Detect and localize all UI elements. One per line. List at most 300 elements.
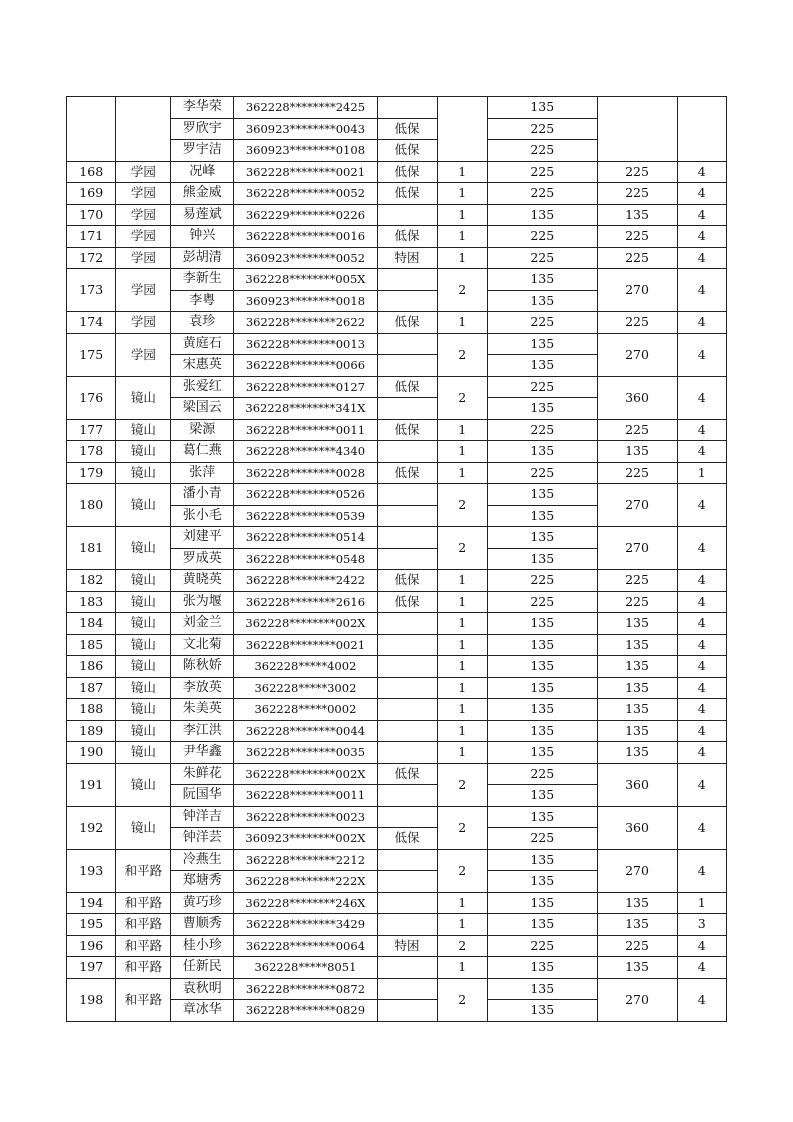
table-row bbox=[67, 957, 727, 979]
member-amount-cell: 135 bbox=[488, 677, 597, 699]
id-number-cell: 362229********0226 bbox=[234, 204, 377, 226]
member-amount-cell: 225 bbox=[488, 226, 597, 248]
household-count-cell: 2 bbox=[437, 978, 488, 1021]
months-cell: 4 bbox=[677, 849, 727, 892]
category-cell bbox=[377, 527, 437, 549]
category-cell bbox=[377, 484, 437, 506]
months-cell: 4 bbox=[677, 613, 727, 635]
serial-number-cell: 177 bbox=[67, 419, 116, 441]
id-number-cell: 362228********005X bbox=[234, 269, 377, 291]
months-cell: 4 bbox=[677, 806, 727, 849]
member-amount-cell: 225 bbox=[488, 312, 597, 334]
member-name-cell: 钟兴 bbox=[171, 226, 234, 248]
household-total-cell: 135 bbox=[597, 914, 677, 936]
table-row bbox=[67, 161, 727, 183]
category-cell bbox=[377, 548, 437, 570]
table-row bbox=[67, 634, 727, 656]
category-cell bbox=[377, 656, 437, 678]
household-count-cell: 1 bbox=[437, 441, 488, 463]
category-cell: 低保 bbox=[377, 312, 437, 334]
household-count-cell: 1 bbox=[437, 204, 488, 226]
id-number-cell: 362228********0021 bbox=[234, 161, 377, 183]
serial-number-cell: 175 bbox=[67, 333, 116, 376]
category-cell: 低保 bbox=[377, 591, 437, 613]
household-total-cell: 270 bbox=[597, 527, 677, 570]
category-cell: 特困 bbox=[377, 247, 437, 269]
category-cell bbox=[377, 849, 437, 871]
member-name-cell: 朱美英 bbox=[171, 699, 234, 721]
months-cell: 4 bbox=[677, 204, 727, 226]
serial-number-cell: 172 bbox=[67, 247, 116, 269]
months-cell: 4 bbox=[677, 441, 727, 463]
community-cell: 学园 bbox=[116, 247, 171, 269]
category-cell bbox=[377, 204, 437, 226]
member-amount-cell: 135 bbox=[488, 505, 597, 527]
member-amount-cell: 225 bbox=[488, 247, 597, 269]
category-cell bbox=[377, 333, 437, 355]
months-cell: 4 bbox=[677, 720, 727, 742]
serial-number-cell: 190 bbox=[67, 742, 116, 764]
months-cell: 4 bbox=[677, 183, 727, 205]
household-count-cell: 2 bbox=[437, 333, 488, 376]
table-row bbox=[67, 849, 727, 871]
id-number-cell: 360923********0108 bbox=[234, 140, 377, 162]
serial-number-cell: 171 bbox=[67, 226, 116, 248]
id-number-cell: 360923********0018 bbox=[234, 290, 377, 312]
id-number-cell: 362228********0052 bbox=[234, 183, 377, 205]
household-total-cell: 135 bbox=[597, 677, 677, 699]
member-amount-cell: 225 bbox=[488, 376, 597, 398]
member-amount-cell: 135 bbox=[488, 548, 597, 570]
household-total-cell: 360 bbox=[597, 763, 677, 806]
community-cell: 镜山 bbox=[116, 441, 171, 463]
serial-number-cell: 196 bbox=[67, 935, 116, 957]
category-cell bbox=[377, 441, 437, 463]
months-cell: 1 bbox=[677, 892, 727, 914]
community-cell: 镜山 bbox=[116, 419, 171, 441]
relief-roster-table bbox=[66, 96, 727, 1022]
household-count-cell: 2 bbox=[437, 763, 488, 806]
serial-number-cell: 186 bbox=[67, 656, 116, 678]
category-cell bbox=[377, 914, 437, 936]
serial-number-cell: 189 bbox=[67, 720, 116, 742]
id-number-cell: 362228********0021 bbox=[234, 634, 377, 656]
household-total-cell: 270 bbox=[597, 978, 677, 1021]
id-number-cell: 362228********0872 bbox=[234, 978, 377, 1000]
id-number-cell: 362228********002X bbox=[234, 763, 377, 785]
member-amount-cell: 135 bbox=[488, 914, 597, 936]
table-row bbox=[67, 333, 727, 355]
community-cell: 和平路 bbox=[116, 957, 171, 979]
household-count-cell: 1 bbox=[437, 419, 488, 441]
months-cell: 4 bbox=[677, 935, 727, 957]
table-row bbox=[67, 591, 727, 613]
household-count-cell: 1 bbox=[437, 699, 488, 721]
serial-number-cell: 195 bbox=[67, 914, 116, 936]
category-cell: 低保 bbox=[377, 183, 437, 205]
household-count-cell: 1 bbox=[437, 914, 488, 936]
months-cell: 4 bbox=[677, 978, 727, 1021]
table-row bbox=[67, 97, 727, 119]
member-name-cell: 熊金威 bbox=[171, 183, 234, 205]
serial-number-cell: 176 bbox=[67, 376, 116, 419]
serial-number-cell: 181 bbox=[67, 527, 116, 570]
serial-number-cell: 178 bbox=[67, 441, 116, 463]
category-cell bbox=[377, 806, 437, 828]
member-name-cell: 李粤 bbox=[171, 290, 234, 312]
months-cell: 1 bbox=[677, 462, 727, 484]
member-amount-cell: 135 bbox=[488, 355, 597, 377]
table-row bbox=[67, 247, 727, 269]
table-row bbox=[67, 226, 727, 248]
member-name-cell: 李放英 bbox=[171, 677, 234, 699]
member-amount-cell: 135 bbox=[488, 613, 597, 635]
community-cell: 镜山 bbox=[116, 806, 171, 849]
id-number-cell: 360923********0043 bbox=[234, 118, 377, 140]
months-cell: 4 bbox=[677, 957, 727, 979]
id-number-cell: 362228********2622 bbox=[234, 312, 377, 334]
community-cell: 镜山 bbox=[116, 763, 171, 806]
community-cell: 镜山 bbox=[116, 527, 171, 570]
household-count-cell: 1 bbox=[437, 570, 488, 592]
id-number-cell: 362228*****8051 bbox=[234, 957, 377, 979]
id-number-cell: 362228********0016 bbox=[234, 226, 377, 248]
household-total-cell: 135 bbox=[597, 613, 677, 635]
id-number-cell: 362228********0064 bbox=[234, 935, 377, 957]
member-name-cell: 冷燕生 bbox=[171, 849, 234, 871]
months-cell: 4 bbox=[677, 634, 727, 656]
member-amount-cell: 135 bbox=[488, 269, 597, 291]
member-amount-cell: 135 bbox=[488, 527, 597, 549]
household-total-cell: 225 bbox=[597, 419, 677, 441]
id-number-cell: 362228********0514 bbox=[234, 527, 377, 549]
member-name-cell: 况峰 bbox=[171, 161, 234, 183]
category-cell bbox=[377, 785, 437, 807]
member-amount-cell: 225 bbox=[488, 828, 597, 850]
category-cell bbox=[377, 613, 437, 635]
household-total-cell: 225 bbox=[597, 161, 677, 183]
category-cell bbox=[377, 871, 437, 893]
member-name-cell: 朱鲜花 bbox=[171, 763, 234, 785]
category-cell bbox=[377, 269, 437, 291]
serial-number-cell: 185 bbox=[67, 634, 116, 656]
member-name-cell: 宋惠英 bbox=[171, 355, 234, 377]
category-cell bbox=[377, 634, 437, 656]
community-cell: 镜山 bbox=[116, 570, 171, 592]
serial-number-cell: 192 bbox=[67, 806, 116, 849]
category-cell: 低保 bbox=[377, 570, 437, 592]
table-row bbox=[67, 742, 727, 764]
household-total-cell: 135 bbox=[597, 892, 677, 914]
member-name-cell: 阮国华 bbox=[171, 785, 234, 807]
table-row bbox=[67, 312, 727, 334]
months-cell: 4 bbox=[677, 419, 727, 441]
member-name-cell: 梁源 bbox=[171, 419, 234, 441]
community-cell: 学园 bbox=[116, 312, 171, 334]
category-cell bbox=[377, 957, 437, 979]
category-cell: 低保 bbox=[377, 118, 437, 140]
table-row bbox=[67, 763, 727, 785]
table-row bbox=[67, 204, 727, 226]
member-name-cell: 章冰华 bbox=[171, 1000, 234, 1022]
member-amount-cell: 225 bbox=[488, 419, 597, 441]
community-cell: 镜山 bbox=[116, 742, 171, 764]
id-number-cell: 362228********246X bbox=[234, 892, 377, 914]
community-cell: 镜山 bbox=[116, 634, 171, 656]
id-number-cell: 362228*****4002 bbox=[234, 656, 377, 678]
months-cell: 4 bbox=[677, 269, 727, 312]
months-cell: 4 bbox=[677, 247, 727, 269]
category-cell bbox=[377, 742, 437, 764]
household-total-cell: 135 bbox=[597, 204, 677, 226]
household-count-cell: 1 bbox=[437, 462, 488, 484]
id-number-cell: 362228********0539 bbox=[234, 505, 377, 527]
member-amount-cell: 135 bbox=[488, 656, 597, 678]
id-number-cell: 360923********0052 bbox=[234, 247, 377, 269]
id-number-cell: 362228********4340 bbox=[234, 441, 377, 463]
community-cell: 学园 bbox=[116, 269, 171, 312]
serial-number-cell: 174 bbox=[67, 312, 116, 334]
member-name-cell: 刘建平 bbox=[171, 527, 234, 549]
serial-number-cell: 170 bbox=[67, 204, 116, 226]
household-total-cell: 225 bbox=[597, 183, 677, 205]
category-cell: 低保 bbox=[377, 161, 437, 183]
household-total-cell: 135 bbox=[597, 720, 677, 742]
table-row bbox=[67, 720, 727, 742]
table-row bbox=[67, 892, 727, 914]
id-number-cell: 362228********0013 bbox=[234, 333, 377, 355]
months-cell: 4 bbox=[677, 161, 727, 183]
community-cell: 镜山 bbox=[116, 462, 171, 484]
community-cell: 镜山 bbox=[116, 484, 171, 527]
id-number-cell: 362228********0066 bbox=[234, 355, 377, 377]
household-total-cell: 135 bbox=[597, 441, 677, 463]
household-total-cell: 135 bbox=[597, 634, 677, 656]
id-number-cell: 362228********0011 bbox=[234, 419, 377, 441]
category-cell: 低保 bbox=[377, 226, 437, 248]
member-amount-cell: 225 bbox=[488, 935, 597, 957]
member-name-cell: 张为堰 bbox=[171, 591, 234, 613]
months-cell: 4 bbox=[677, 677, 727, 699]
member-name-cell: 陈秋娇 bbox=[171, 656, 234, 678]
table-row bbox=[67, 613, 727, 635]
member-amount-cell: 135 bbox=[488, 785, 597, 807]
member-amount-cell: 135 bbox=[488, 441, 597, 463]
id-number-cell: 362228********0023 bbox=[234, 806, 377, 828]
category-cell bbox=[377, 677, 437, 699]
member-name-cell: 钟洋芸 bbox=[171, 828, 234, 850]
household-count-cell: 1 bbox=[437, 226, 488, 248]
id-number-cell: 360923********002X bbox=[234, 828, 377, 850]
category-cell bbox=[377, 978, 437, 1000]
months-cell: 4 bbox=[677, 742, 727, 764]
household-count-cell: 1 bbox=[437, 161, 488, 183]
member-name-cell: 张小毛 bbox=[171, 505, 234, 527]
id-number-cell: 362228********222X bbox=[234, 871, 377, 893]
months-cell: 4 bbox=[677, 763, 727, 806]
table-row bbox=[67, 484, 727, 506]
member-amount-cell: 135 bbox=[488, 204, 597, 226]
member-amount-cell: 135 bbox=[488, 333, 597, 355]
household-total-cell: 225 bbox=[597, 935, 677, 957]
category-cell bbox=[377, 699, 437, 721]
member-name-cell: 李华荣 bbox=[171, 97, 234, 119]
serial-number-cell: 197 bbox=[67, 957, 116, 979]
member-name-cell: 张萍 bbox=[171, 462, 234, 484]
member-amount-cell: 135 bbox=[488, 634, 597, 656]
member-amount-cell: 225 bbox=[488, 140, 597, 162]
community-cell: 镜山 bbox=[116, 720, 171, 742]
table-row bbox=[67, 527, 727, 549]
household-count-cell: 2 bbox=[437, 849, 488, 892]
community-cell bbox=[116, 97, 171, 162]
community-cell: 学园 bbox=[116, 161, 171, 183]
household-count-cell: 1 bbox=[437, 656, 488, 678]
serial-number-cell: 168 bbox=[67, 161, 116, 183]
id-number-cell: 362228********2425 bbox=[234, 97, 377, 119]
category-cell: 低保 bbox=[377, 376, 437, 398]
serial-number-cell: 180 bbox=[67, 484, 116, 527]
community-cell: 学园 bbox=[116, 226, 171, 248]
household-total-cell: 270 bbox=[597, 269, 677, 312]
serial-number-cell: 194 bbox=[67, 892, 116, 914]
household-total-cell: 360 bbox=[597, 376, 677, 419]
household-total-cell: 225 bbox=[597, 570, 677, 592]
member-name-cell: 袁珍 bbox=[171, 312, 234, 334]
community-cell: 和平路 bbox=[116, 849, 171, 892]
household-count-cell: 1 bbox=[437, 591, 488, 613]
category-cell bbox=[377, 290, 437, 312]
member-name-cell: 尹华鑫 bbox=[171, 742, 234, 764]
member-amount-cell: 135 bbox=[488, 849, 597, 871]
community-cell: 镜山 bbox=[116, 699, 171, 721]
months-cell: 4 bbox=[677, 570, 727, 592]
community-cell: 学园 bbox=[116, 183, 171, 205]
table-row bbox=[67, 419, 727, 441]
id-number-cell: 362228*****3002 bbox=[234, 677, 377, 699]
id-number-cell: 362228********0035 bbox=[234, 742, 377, 764]
member-name-cell: 袁秋明 bbox=[171, 978, 234, 1000]
member-amount-cell: 225 bbox=[488, 118, 597, 140]
serial-number-cell: 193 bbox=[67, 849, 116, 892]
member-name-cell: 刘金兰 bbox=[171, 613, 234, 635]
member-name-cell: 罗成英 bbox=[171, 548, 234, 570]
category-cell bbox=[377, 355, 437, 377]
member-name-cell: 曹顺秀 bbox=[171, 914, 234, 936]
member-amount-cell: 135 bbox=[488, 290, 597, 312]
member-amount-cell: 135 bbox=[488, 720, 597, 742]
community-cell: 学园 bbox=[116, 333, 171, 376]
table-row bbox=[67, 699, 727, 721]
household-total-cell: 360 bbox=[597, 806, 677, 849]
table-row bbox=[67, 462, 727, 484]
table-row bbox=[67, 935, 727, 957]
member-amount-cell: 135 bbox=[488, 871, 597, 893]
member-name-cell: 潘小青 bbox=[171, 484, 234, 506]
community-cell: 镜山 bbox=[116, 677, 171, 699]
id-number-cell: 362228********0044 bbox=[234, 720, 377, 742]
category-cell: 低保 bbox=[377, 828, 437, 850]
serial-number-cell: 173 bbox=[67, 269, 116, 312]
id-number-cell: 362228********002X bbox=[234, 613, 377, 635]
member-amount-cell: 135 bbox=[488, 398, 597, 420]
table-row bbox=[67, 677, 727, 699]
household-total-cell: 225 bbox=[597, 247, 677, 269]
id-number-cell: 362228********0028 bbox=[234, 462, 377, 484]
member-name-cell: 黄晓英 bbox=[171, 570, 234, 592]
household-count-cell: 2 bbox=[437, 935, 488, 957]
member-amount-cell: 225 bbox=[488, 591, 597, 613]
months-cell: 4 bbox=[677, 484, 727, 527]
id-number-cell: 362228********2422 bbox=[234, 570, 377, 592]
id-number-cell: 362228********0548 bbox=[234, 548, 377, 570]
serial-number-cell: 184 bbox=[67, 613, 116, 635]
member-name-cell: 桂小珍 bbox=[171, 935, 234, 957]
months-cell: 4 bbox=[677, 656, 727, 678]
household-total-cell: 225 bbox=[597, 462, 677, 484]
member-amount-cell: 135 bbox=[488, 892, 597, 914]
member-name-cell: 黄巧珍 bbox=[171, 892, 234, 914]
table-row bbox=[67, 656, 727, 678]
months-cell: 4 bbox=[677, 333, 727, 376]
category-cell bbox=[377, 892, 437, 914]
serial-number-cell: 182 bbox=[67, 570, 116, 592]
table-row bbox=[67, 806, 727, 828]
community-cell: 和平路 bbox=[116, 892, 171, 914]
household-count-cell: 2 bbox=[437, 376, 488, 419]
community-cell: 镜山 bbox=[116, 613, 171, 635]
community-cell: 镜山 bbox=[116, 376, 171, 419]
table-row bbox=[67, 570, 727, 592]
category-cell: 低保 bbox=[377, 763, 437, 785]
member-name-cell: 李新生 bbox=[171, 269, 234, 291]
months-cell: 4 bbox=[677, 226, 727, 248]
serial-number-cell: 198 bbox=[67, 978, 116, 1021]
member-name-cell: 梁国云 bbox=[171, 398, 234, 420]
table-row bbox=[67, 441, 727, 463]
household-count-cell bbox=[437, 97, 488, 162]
household-total-cell: 135 bbox=[597, 742, 677, 764]
category-cell: 特困 bbox=[377, 935, 437, 957]
household-count-cell: 2 bbox=[437, 527, 488, 570]
id-number-cell: 362228********3429 bbox=[234, 914, 377, 936]
table-row bbox=[67, 183, 727, 205]
member-name-cell: 黄庭石 bbox=[171, 333, 234, 355]
member-name-cell: 郑塘秀 bbox=[171, 871, 234, 893]
member-name-cell: 彭胡清 bbox=[171, 247, 234, 269]
household-total-cell: 225 bbox=[597, 226, 677, 248]
household-total-cell: 225 bbox=[597, 591, 677, 613]
household-total-cell: 270 bbox=[597, 484, 677, 527]
member-name-cell: 易莲斌 bbox=[171, 204, 234, 226]
household-count-cell: 2 bbox=[437, 269, 488, 312]
community-cell: 镜山 bbox=[116, 591, 171, 613]
member-amount-cell: 225 bbox=[488, 570, 597, 592]
member-amount-cell: 135 bbox=[488, 1000, 597, 1022]
category-cell: 低保 bbox=[377, 140, 437, 162]
community-cell: 和平路 bbox=[116, 914, 171, 936]
member-name-cell: 罗欣宇 bbox=[171, 118, 234, 140]
member-name-cell: 张爱红 bbox=[171, 376, 234, 398]
category-cell bbox=[377, 720, 437, 742]
id-number-cell: 362228*****0002 bbox=[234, 699, 377, 721]
member-amount-cell: 135 bbox=[488, 484, 597, 506]
serial-number-cell bbox=[67, 97, 116, 162]
id-number-cell: 362228********341X bbox=[234, 398, 377, 420]
household-count-cell: 1 bbox=[437, 613, 488, 635]
household-count-cell: 1 bbox=[437, 720, 488, 742]
serial-number-cell: 188 bbox=[67, 699, 116, 721]
